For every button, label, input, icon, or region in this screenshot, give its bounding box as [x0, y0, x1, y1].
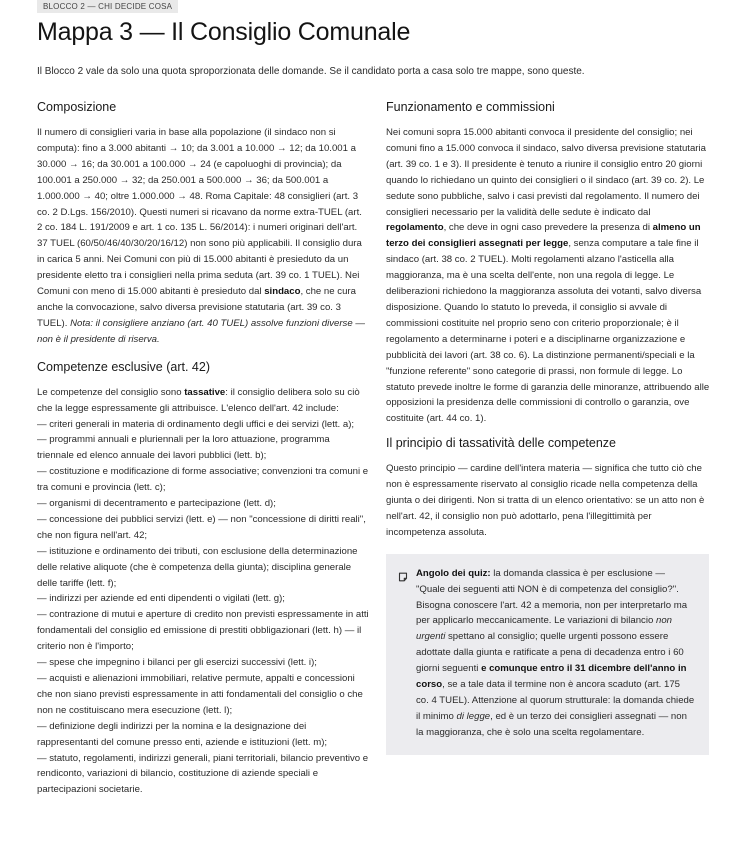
funzionamento-text-e: , senza computare a tale fine il sindaco (art. 38 co. 2 TUEL). Molti regolamenti alzano l'asticella alla maggioranza, ma è una scelta dell'ente, non una regola di legge. Le deliberazioni richiedono la maggioranza assoluta dei votanti, salvo diversa disposizione. Quando lo statuto lo preveda, il consiglio si avvale di commissioni costituite nel proprio seno con criterio proporzionale; è il regolamento a determinarne i poteri e a disciplinarne organizzazione e pubblicità dei lavori (art. 38 co. 6). La distinzione permanenti/speciali e la "funzione referente" sono categorie di prassi, non formule di legge. Lo statuto prevede inoltre le forme di garanzia delle minoranze, attribuendo alle opposizioni la presidenza delle commissioni di controllo o garanzia, ove costituite (art. 44 co. 1). [386, 238, 710, 425]
quiz-text-5: , se a tale data il termine non è ancora scaduto (art. 175 co. 4 TUEL). Attenzione al quorum strutturale: la domanda chiede il minimo [416, 679, 695, 722]
quiz-text-7: , ed è un terzo dei consiglieri assegnati — non la maggioranza, che è solo una scelta regolamentare. [416, 710, 687, 738]
list-item: — contrazione di mutui e aperture di credito non previsti espressamente in atti fondamentali del consiglio ed emissione di prestiti obbligazionari (lett. h) — il criterio non è l'importo; [37, 609, 369, 653]
quiz-label: Angolo dei quiz: [416, 567, 491, 579]
competenze-text: Le competenze del consiglio sono [37, 386, 185, 398]
funzionamento-paragraph [386, 125, 710, 427]
quiz-italic-2: di legge [456, 710, 491, 722]
composizione-note: Nota: il consigliere anziano (art. 40 TUEL) assolve funzioni diverse — non è il presidente di riserva. [37, 317, 365, 345]
competenze-list [37, 417, 369, 799]
list-item: — organismi di decentramento e partecipazione (lett. d); [37, 498, 276, 510]
composizione-text-after: , che ne cura anche la convocazione, salvo diversa previsione statutaria (art. 39 co. 3 TUEL). [37, 286, 356, 329]
competenze-bold: tassative [184, 386, 226, 398]
left-column [37, 100, 369, 798]
list-item: — programmi annuali e pluriennali per la loro attuazione, programma triennale ed elenco annuale dei lavori pubblici (lett. b); [37, 434, 330, 462]
funzionamento-text-c: , che deve in ogni caso prevedere la presenza di [443, 222, 653, 234]
list-item: — statuto, regolamenti, indirizzi generali, piani territoriali, bilancio preventivo e rendiconto, variazioni di bilancio, costituzione di aziende speciali e partecipazioni societarie. [37, 752, 369, 796]
quiz-callout [386, 554, 709, 755]
quiz-text-1: la domanda classica è per esclusione — "Quale dei seguenti atti NON è di competenza del consiglio?". Bisogna conoscere l'art. 42 a memoria, non per interpretarlo ma per applicarlo meccanicamente. Le variazioni di bilancio [416, 567, 688, 627]
intro-text: Il Blocco 2 vale da solo una quota sproporzionata delle domande. Se il candidato porta a casa solo tre mappe, sono queste. [37, 66, 585, 77]
section-heading-principio: Il principio di tassatività delle competenze [386, 436, 616, 451]
list-item: — istituzione e ordinamento dei tributi, con esclusione della determinazione delle relative aliquote (che è competenza della giunta); disciplina generale delle tariffe (lett. f); [37, 545, 358, 589]
funzionamento-bold-quorum: almeno un terzo dei consiglieri assegnati per legge [386, 222, 701, 250]
principio-paragraph: Questo principio — cardine dell'intera materia — significa che tutto ciò che non è espressamente riservato al consiglio ricade nella competenza della giunta o dei dirigenti. Non si tratta di un elenco orientativo: se un atto non è nell'art. 42, il consiglio non può adottarlo, pena l'illegittimità per incompetenza assoluta. [386, 463, 705, 538]
section-heading-competenze: Competenze esclusive (art. 42) [37, 359, 210, 374]
quiz-bold-deadline: e comunque entro il 31 dicembre dell'anno in corso [416, 663, 687, 691]
note-icon [398, 569, 408, 741]
composizione-paragraph [37, 125, 369, 348]
list-item: — definizione degli indirizzi per la nomina e la designazione dei rappresentanti del comune presso enti, aziende e istituzioni (lett. m); [37, 720, 328, 748]
right-column [386, 100, 710, 755]
list-item: — criteri generali in materia di ordinamento degli uffici e dei servizi (lett. a); [37, 418, 355, 430]
list-item: — costituzione e modificazione di forme associative; convenzioni tra comuni e tra comuni e provincia (lett. c); [37, 466, 369, 494]
section-heading-composizione: Composizione [37, 100, 117, 114]
list-item: — indirizzi per aziende ed enti dipendenti o vigilati (lett. g); [37, 593, 285, 605]
competenze-text-after: : il consiglio delibera solo su ciò che la legge espressamente gli attribuisce. L'elenco dell'art. 42 include: [37, 386, 360, 414]
list-item: — acquisti e alienazioni immobiliari, relative permute, appalti e concessioni che non siano previsti espressamente in atti fondamentali del consiglio o che non ne costituiscano mera esecuzione (lett. l); [37, 673, 363, 716]
list-item: — spese che impegnino i bilanci per gli esercizi successivi (lett. i); [37, 657, 317, 669]
quiz-text [416, 566, 695, 741]
page-title: Mappa 3 — Il Consiglio Comunale [37, 18, 411, 46]
composizione-bold: sindaco [264, 286, 301, 298]
funzionamento-text-a: Nei comuni sopra 15.000 abitanti convoca il presidente del consiglio; nei comuni fino a 15.000 convoca il sindaco, salvo diversa previsione statutaria (art. 39 co. 1 e 3). Il presidente è tenuto a riunire il consiglio entro 20 giorni quando lo richiedano un quinto dei consiglieri o il sindaco (art. 39 co. 2). Le sedute sono pubbliche, salvo i casi previsti dal regolamento. Il numero dei consiglieri necessario per la validità delle sedute è indicato dal [386, 127, 706, 218]
competenze-intro [37, 385, 369, 417]
composizione-text: Il numero di consiglieri varia in base alla popolazione (il sindaco non si computa): fino a 3.000 abitanti → 10; da 3.001 a 10.000 → 12; da 10.001 a 30.000 → 16; da 30.001 a 100.000 → 24 (e capoluoghi di provincia); da 100.001 a 250.000 → 32; da 250.001 a 500.000 → 36; da 500.001 a 1.000.000 → 40; oltre 1.000.000 → 48. Roma Capitale: 48 consiglieri (art. 3 co. 2 D.Lgs. 156/2010). Questi numeri si ricavano da norme extra-TUEL (art. 2 co. 184 L. 191/2009 e art. 1 co. 135 L. 56/2014): i numeri originari dell'art. 37 TUEL (60/50/46/40/30/20/16/12) non sono più applicabili. Il consiglio dura in carica 5 anni. Nei Comuni con più di 15.000 abitanti è presieduto da un presidente eletto tra i consiglieri nella prima seduta (art. 39 co. 1 TUEL). Nei Comuni con meno di 15.000 abitanti è presieduto dal [37, 127, 362, 298]
list-item: — concessione dei pubblici servizi (lett. e) — non "concessione di diritti reali", che non figura nell'art. 42; [37, 513, 366, 541]
funzionamento-bold-regolamento: regolamento [386, 222, 444, 234]
quiz-italic-1: non urgenti [416, 615, 672, 643]
quiz-text-3: spettano al consiglio; quelle urgenti possono essere adottate dalla giunta e ratificate a pena di decadenza entro i 60 giorni seguenti [416, 631, 684, 675]
block-tag: BLOCCO 2 — CHI DECIDE COSA [37, 0, 178, 13]
section-heading-funzionamento: Funzionamento e commissioni [386, 100, 555, 114]
